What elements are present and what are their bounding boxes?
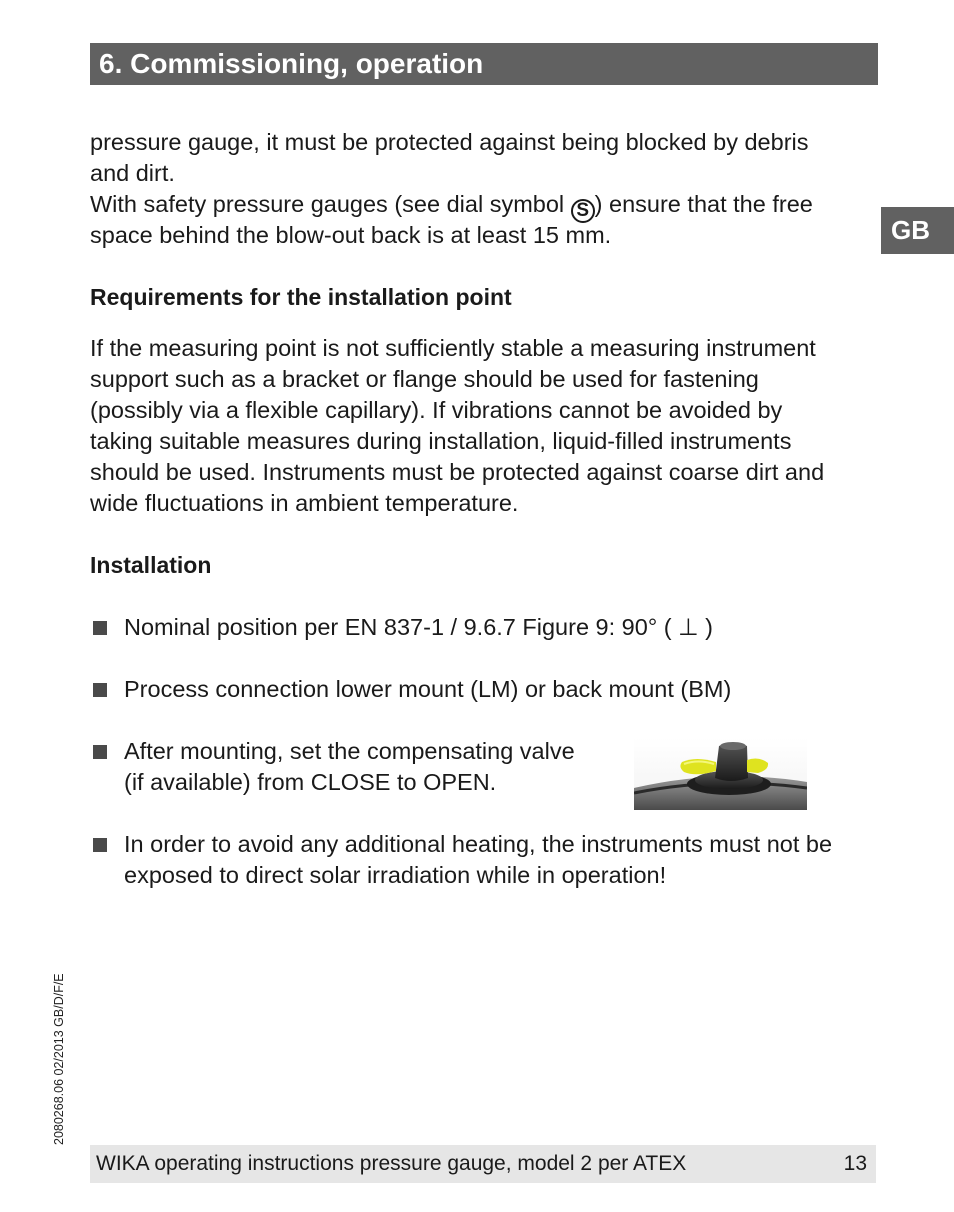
page-number: 13 — [843, 1152, 867, 1175]
bullet-text: After mounting, set the compensating valve — [124, 738, 575, 764]
intro-line-2: and dirt. — [90, 160, 175, 186]
safety-text-before: With safety pressure gauges (see dial symbol — [90, 191, 571, 217]
safety-text-after: ) ensure that the free — [594, 191, 813, 217]
requirements-heading: Requirements for the installation point — [90, 284, 512, 310]
intro-safety-line — [90, 189, 880, 223]
requirements-line: should be used. Instruments must be protected against coarse dirt and — [90, 459, 825, 485]
bullet-text: (if available) from CLOSE to OPEN. — [124, 769, 497, 795]
installation-heading: Installation — [90, 552, 212, 578]
bullet-square-icon — [93, 621, 107, 635]
requirements-line: wide fluctuations in ambient temperature. — [90, 490, 519, 516]
requirements-line: taking suitable measures during installation, liquid-filled instruments — [90, 428, 792, 454]
section-header: 6. Commissioning, operation — [90, 43, 878, 85]
footer-title: WIKA operating instructions pressure gauge, model 2 per ATEX — [96, 1152, 687, 1175]
language-tab[interactable]: GB — [881, 207, 954, 254]
bullet-square-icon — [93, 838, 107, 852]
bullet-text: exposed to direct solar irradiation while in operation! — [124, 862, 667, 888]
requirements-line: (possibly via a flexible capillary). If vibrations cannot be avoided by — [90, 397, 783, 423]
bullet-text: Process connection lower mount (LM) or back mount (BM) — [124, 676, 732, 702]
document-code: 2080268.06 02/2013 GB/D/F/E — [52, 973, 66, 1145]
intro-line-1: pressure gauge, it must be protected against being blocked by debris — [90, 129, 809, 155]
bullet-square-icon — [93, 683, 107, 697]
requirements-line: support such as a bracket or flange should be used for fastening — [90, 366, 759, 392]
compensating-valve-image — [634, 738, 807, 810]
safety-dial-symbol-icon: S — [571, 199, 595, 223]
requirements-line: If the measuring point is not sufficiently stable a measuring instrument — [90, 335, 816, 361]
bullet-text: Nominal position per EN 837-1 / 9.6.7 Figure 9: 90° ( ⊥ ) — [124, 614, 713, 640]
page-footer — [90, 1145, 876, 1183]
bullet-square-icon — [93, 745, 107, 759]
intro-line-4: space behind the blow-out back is at least 15 mm. — [90, 222, 612, 248]
bullet-text: In order to avoid any additional heating, the instruments must not be — [124, 831, 833, 857]
